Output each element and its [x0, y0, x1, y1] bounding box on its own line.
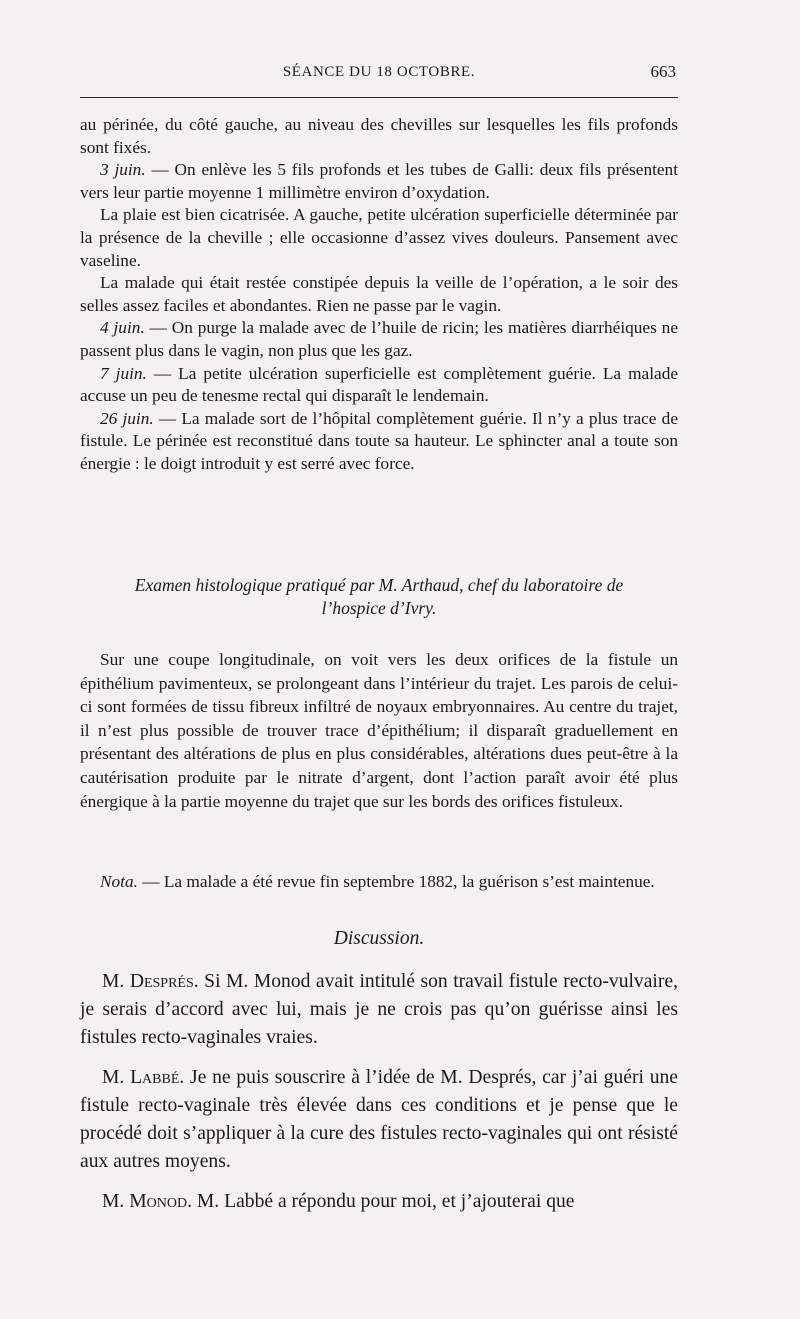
date-label: 26 juin.	[100, 408, 154, 428]
date-label: 3 juin.	[100, 160, 146, 180]
paragraph-text: — On enlève les 5 fils profonds et les tubes de Galli: deux fils présentent vers leur partie moyenne 1 millimètre environ d’oxydation.	[80, 160, 678, 202]
exam-heading-line: l’hospice d’Ivry.	[321, 598, 437, 618]
paragraph-text: Si M. Monod avait intitulé son travail fistule recto-vulvaire, je serais d’accord avec lui, mais je ne crois pas qu’on guérisse ainsi les fistules recto-vaginales vraies.	[80, 971, 678, 1048]
exam-heading-line: Examen histologique pratiqué par M. Arthaud, chef du laboratoire de	[134, 575, 624, 595]
paragraph: La plaie est bien cicatrisée. A gauche, petite ulcération superficielle déterminée par la présence de la cheville ; elle occasionne d’assez vives douleurs. Pansement avec vaseline.	[80, 205, 678, 270]
speaker-name: M. Labbé.	[102, 1067, 185, 1088]
nota-label: Nota.	[100, 872, 138, 891]
speaker-name: M. Monod.	[102, 1191, 192, 1212]
header-rule	[80, 97, 678, 98]
case-notes	[80, 114, 678, 476]
paragraph-text: — La malade sort de l’hôpital complètement guérie. Il n’y a plus trace de fistule. Le périnée est reconstitué dans toute sa hauteur. Le sphincter anal a toute son énergie : le doigt introduit y est serré avec force.	[80, 408, 678, 473]
paragraph-text: M. Labbé a répondu pour moi, et j’ajouterai que	[191, 1191, 575, 1212]
discussion-body	[80, 968, 678, 1228]
paragraph-text: — On purge la malade avec de l’huile de ricin; les matières diarrhéiques ne passent plus dans le vagin, non plus que les gaz.	[80, 318, 678, 360]
paragraph: La malade qui était restée constipée depuis la veille de l’opération, a le soir des selles assez faciles et abondantes. Rien ne passe par le vagin.	[80, 273, 678, 315]
paragraph-text: — La malade a été revue fin septembre 1882, la guérison s’est maintenue.	[137, 872, 655, 891]
discussion-paragraph	[80, 1188, 678, 1216]
discussion-paragraph	[80, 968, 678, 1052]
exam-heading	[80, 574, 678, 620]
paragraph: Sur une coupe longitudinale, on voit vers les deux orifices de la fistule un épithélium pavimenteux, se prolongeant dans l’intérieur du trajet. Les parois de celui-ci sont formées de tissu fibreux infiltré de noyaux embryonnaires. Au centre du trajet, il n’est plus possible de trouver trace d’épithélium; il disparaît graduellement en présentant des altérations de plus en plus considérables, altérations dues peut-être à la cautérisation produite par le nitrate d’argent, dont l’action paraît avoir été plus énergique à la partie moyenne du trajet que sur les bords des orifices fistuleux.	[80, 650, 678, 811]
paragraph	[80, 159, 678, 204]
page-number: 663	[650, 62, 676, 81]
paragraph	[80, 408, 678, 476]
paragraph: au périnée, du côté gauche, au niveau des chevilles sur lesquelles les fils profonds sont fixés.	[80, 115, 678, 157]
discussion-heading: Discussion.	[333, 928, 425, 949]
exam-body	[80, 648, 678, 813]
paragraph	[80, 317, 678, 362]
page-header	[80, 60, 678, 88]
paragraph	[80, 363, 678, 408]
paragraph-text: Je ne puis souscrire à l’idée de M. Després, car j’ai guéri une fistule recto-vaginale très élevée dans ces conditions et je pense que le procédé doit s’appliquer à la cure des fistules recto-vaginales qui ont résisté aux autres moyens.	[80, 1067, 678, 1172]
paragraph	[80, 870, 678, 894]
speaker-name: M. Després.	[102, 971, 199, 992]
paragraph-text: — La petite ulcération superficielle est complètement guérie. La malade accuse un peu de tenesme rectal qui disparaît le lendemain.	[80, 363, 679, 406]
date-label: 4 juin.	[100, 318, 145, 338]
date-label: 7 juin.	[100, 363, 147, 383]
nota-section	[80, 870, 678, 894]
discussion-paragraph	[80, 1064, 678, 1176]
running-title: SÉANCE DU 18 OCTOBRE.	[282, 64, 476, 80]
